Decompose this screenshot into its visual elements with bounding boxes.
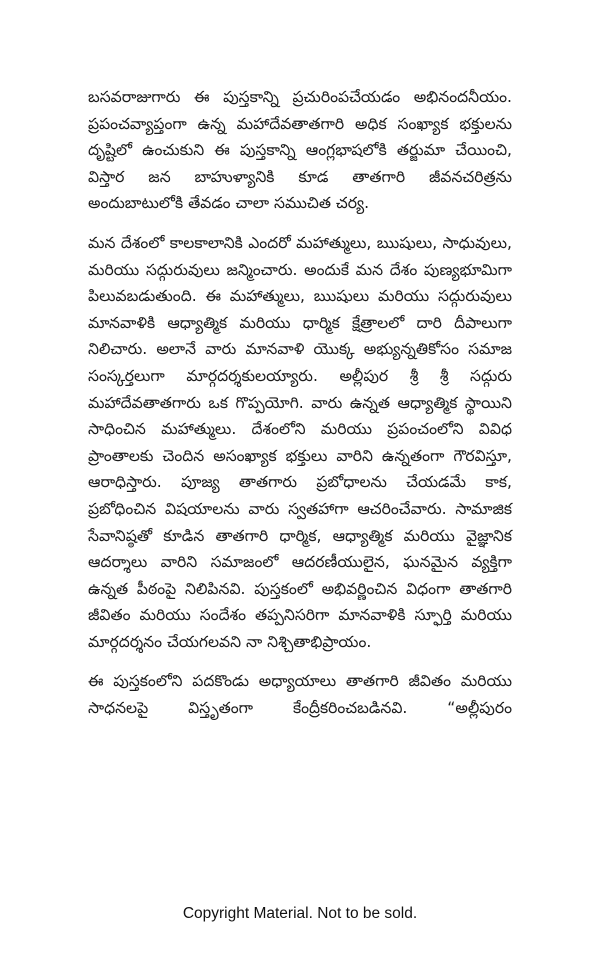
paragraph-chapters: ఈ పుస్తకంలోని పదకొండు అధ్యాయాలు తాతగారి జీవితం మరియు సాధనలపై విస్తృతంగా కేంద్రీకరించబడినవి. “అల్లీపురం bbox=[88, 672, 512, 718]
paragraph-saints: మన దేశంలో కాలకాలానికి ఎందరో మహాత్ములు, ఋషులు, సాధువులు, మరియు సద్గురువులు జన్మించారు. అందుకే మన దేశం పుణ్యభూమిగా పిలువబడుతుంది. ఈ మహాత్ములు, ఋషులు మరియు సద్గురువులు మానవాళికి ఆధ్యాత్మిక మరియు ధార్మిక క్షేత్రాలలో దారి దీపాలుగా నిలిచారు. అలానే వారు మానవాళి యొక్క అభ్యున్నతికోసం సమాజ సంస్కర్తలుగా మార్గదర్శకులయ్యారు. అల్లీపుర శ్రీ శ్రీ సద్గురు మహాదేవతాతగారు ఒక గొప్పయోగి. వారు ఉన్నత ఆధ్యాత్మిక స్థాయిని సాధించిన మహాత్ములు. దేశంలోని మరియు ప్రపంచంలోని వివిధ ప్రాంతాలకు చెందిన అసంఖ్యాక భక్తులు వారిని ఉన్నతంగా గౌరవిస్తూ, ఆరాధిస్తారు. పూజ్య తాతగారు ప్రబోధాలను చేయడమే కాక, ప్రబోధించిన విషయాలను వారు స్వతహాగా ఆచరించేవారు. సామాజిక సేవానిష్ఠతో కూడిన తాతగారి ధార్మిక, ఆధ్యాత్మిక మరియు వైజ్ఞానిక ఆదర్శాలు వారిని సమాజంలో ఆదరణీయులైన, ఘనమైన వ్యక్తిగా ఉన్నత పీఠంపై నిలిపినవి. పుస్తకంలో అభివర్ణించిన విధంగా తాతగారి జీవితం మరియు సందేశం తప్పనిసరిగా మానవాళికి స్ఫూర్తి మరియు మార్గదర్శనం చేయగలవని నా నిశ్చితాభిప్రాయం. bbox=[88, 233, 512, 651]
paragraph-intro: బసవరాజుగారు ఈ పుస్తకాన్ని ప్రచురింపచేయడం అభినందనీయం. ప్రపంచవ్యాప్తంగా ఉన్న మహాదేవతాతగారి అధిక సంఖ్యాక భక్తులను దృష్టిలో ఉంచుకుని ఈ పుస్తకాన్ని ఆంగ్లభాషలోకి తర్జుమా చేయించి, విస్తార జన బాహుళ్యానికి కూడ తాతగారి జీవనచరిత్రను అందుబాటులోకి తేవడం చాలా సముచిత చర్య. bbox=[88, 88, 512, 213]
page-body bbox=[88, 84, 512, 735]
copyright-notice: Copyright Material. Not to be sold. bbox=[182, 905, 418, 922]
